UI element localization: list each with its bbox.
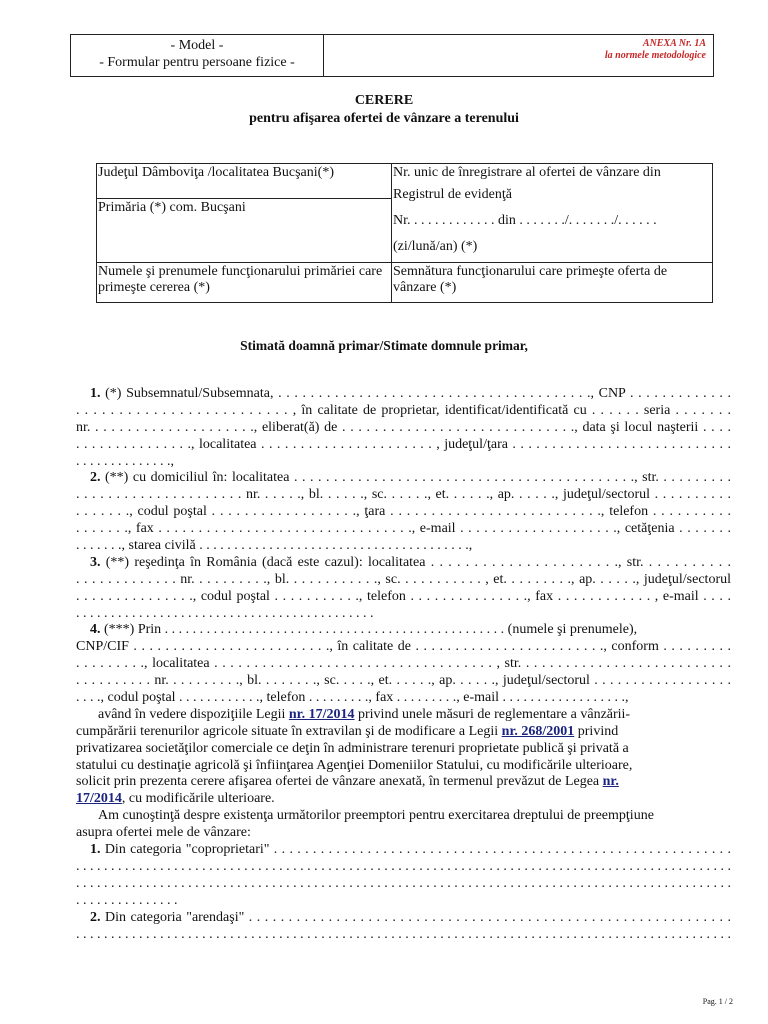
line-text: (***) Prin . . . . . . . . . . . . . . . . . . . . . . . . . . . . . . . . . . . . . . . . . . . . . . . . . (numele şi prenumele), bbox=[100, 622, 638, 638]
form-line[interactable] bbox=[76, 420, 731, 437]
line-text: asupra ofertei mele de vânzare: bbox=[76, 825, 251, 841]
item-number: 2. bbox=[90, 909, 101, 925]
form-line[interactable] bbox=[76, 606, 731, 623]
form-line bbox=[76, 758, 731, 775]
townhall-cell: Primăria (*) com. Bucşani bbox=[97, 199, 392, 263]
document-title: CERERE bbox=[354, 93, 414, 108]
item-number: 3. bbox=[90, 554, 101, 570]
form-line[interactable] bbox=[76, 572, 731, 589]
line-text: . . . . . . ., fax . . . . . . . . . . . . . . . . . . . . . . . . . . . . . . . ., e-mail . . . . . . . . . . . . . . . . . . . ., cetăţenia . . . . . . . bbox=[76, 521, 731, 537]
law-link[interactable]: nr. 17/2014 bbox=[288, 706, 355, 722]
official-signature-cell[interactable]: Semnătura funcţionarului care primeşte oferta de vânzare (*) bbox=[392, 263, 713, 303]
registry-number-cell bbox=[392, 164, 713, 263]
form-line bbox=[76, 808, 731, 825]
form-line[interactable] bbox=[76, 437, 731, 454]
header-box bbox=[70, 34, 714, 77]
item-number: 1. bbox=[90, 386, 101, 401]
form-line bbox=[76, 724, 731, 741]
form-line[interactable] bbox=[76, 622, 731, 639]
line-text: . . . . . . . . . . . . . . ., localitatea . . . . . . . . . . . . . . . . . . . . . . , judeţul/ţara . . . . . . . . . . . . . . . . . . . . . . . . . . . . bbox=[76, 436, 731, 452]
form-line[interactable] bbox=[76, 538, 731, 555]
registry-table bbox=[96, 163, 713, 303]
line-text: privind unele măsuri de reglementare a vânzării- bbox=[354, 706, 631, 722]
form-line[interactable] bbox=[76, 842, 731, 859]
registry-number-field[interactable]: Nr. . . . . . . . . . . . . din . . . . . . ./. . . . . . ./. . . . . . bbox=[393, 213, 657, 228]
line-text: . . . . . . . . . . . . . . . . . . . . . . . . . . . . . . . . . . . . . . . . . . . . . . . . . . . . . . . . . . . . . . . . . . . . . . . . . . . . . . . . . . . . . . . . . . . . . . bbox=[76, 858, 731, 874]
line-text: . . . . . . ., codul poştal . . . . . . . . . . . . . . . . . ., ţara . . . . . . . . . . . . . . . . . . . . . . . . . ., telefon . . . . . . . . . . bbox=[76, 504, 731, 520]
header-model-cell bbox=[71, 35, 324, 76]
form-line[interactable] bbox=[76, 690, 731, 707]
form-line[interactable] bbox=[76, 555, 731, 572]
line-text: . . . . . . . . . . . . . . . bbox=[76, 892, 178, 908]
registry-line-1: Nr. unic de înregistrare al ofertei de vânzare din bbox=[393, 165, 661, 180]
line-text: cumpărării terenurilor agricole situate în extravilan şi de modificare a Legii bbox=[76, 723, 502, 739]
line-text: solicit prin prezenta cerere afişarea ofertei de vânzare anexată, în termenul prevăzut de Legea bbox=[76, 774, 603, 790]
form-line[interactable] bbox=[76, 639, 731, 656]
form-line[interactable] bbox=[76, 656, 731, 673]
form-line bbox=[76, 774, 731, 791]
line-text: . . . . . . . . . . . . . . . . . . . . . nr. . . . . ., bl. . . . . ., sc. . . . . ., et. . . . . ., ap. . . . . ., judeţul/sectorul . . . . . . . . . . bbox=[76, 487, 731, 503]
law-link[interactable]: nr. bbox=[602, 774, 619, 790]
line-text: . . . . . . . . . . nr. . . . . . . . . ., bl. . . . . . . ., sc. . . . ., et. . . . . ., ap. . . . . ., judeţul/sectorul . . . . . . . . . . . . . . . . . . bbox=[76, 673, 731, 689]
form-line[interactable] bbox=[76, 673, 731, 690]
form-line[interactable] bbox=[76, 386, 731, 403]
line-text: statului cu destinaţie agricolă şi înfiinţarea Agenţiei Domeniilor Statului, cu modificările ulterioare, bbox=[76, 757, 633, 773]
form-line[interactable] bbox=[76, 487, 731, 504]
form-line[interactable] bbox=[76, 504, 731, 521]
law-link[interactable]: 17/2014 bbox=[76, 791, 122, 807]
form-line[interactable] bbox=[76, 876, 731, 893]
form-line[interactable] bbox=[76, 893, 731, 910]
line-text: Din categoria "coproprietari" . . . . . . . . . . . . . . . . . . . . . . . . . . . . . . . . . . . . . . . . . . . . . . . . . . . . . . . . . . . bbox=[100, 842, 731, 858]
form-line bbox=[76, 825, 731, 842]
line-text: . . . . . . . . . . . . . ., bbox=[76, 453, 174, 469]
item-number: 2. bbox=[90, 470, 101, 486]
form-line[interactable] bbox=[76, 927, 731, 944]
item-number: 1. bbox=[90, 842, 101, 858]
line-text: (**) reşedinţa în România (dacă este cazul): localitatea . . . . . . . . . . . . . . . . . . . . . ., str. . . . . . . . . . . bbox=[100, 554, 731, 570]
line-text: . . . . . . . . ., localitatea . . . . . . . . . . . . . . . . . . . . . . . . . . . . . . . . . . . , str. . . . . . . . . . . . . . . . . . . . . . . . . . . bbox=[76, 656, 731, 672]
line-text: privatizarea societăţilor comerciale ce deţin în administrare terenuri proprietate publică şi privată a bbox=[76, 740, 629, 756]
page-number: Pag. 1 / 2 bbox=[702, 997, 733, 1006]
line-text: (*) Subsemnatul/Subsemnata, . . . . . . . . . . . . . . . . . . . . . . . . . . . . . . . . . . . . . . ., CNP . . . . . . . . . . . . . bbox=[100, 386, 731, 401]
law-link[interactable]: nr. 268/2001 bbox=[501, 723, 575, 739]
form-line[interactable] bbox=[76, 521, 731, 538]
line-text: privind bbox=[574, 723, 619, 739]
model-label: - Model - bbox=[170, 38, 224, 53]
official-name-cell[interactable]: Numele şi prenumele funcţionarului primăriei care primeşte cererea (*) bbox=[97, 263, 392, 303]
line-text: . . . . . . ., starea civilă . . . . . . . . . . . . . . . . . . . . . . . . . . . . . . . . . . . . . . ., bbox=[76, 538, 473, 554]
line-text: Am cunoştinţă despre existenţa următorilor preemptori pentru exercitarea dreptului de preempţiune bbox=[98, 808, 654, 824]
form-line bbox=[76, 791, 731, 808]
line-text: . . . ., codul poştal . . . . . . . . . . . ., telefon . . . . . . . . ., fax . . . . . . . . ., e-mail . . . . . . . . . . . . . . . . . ., bbox=[76, 690, 629, 706]
annex-label: ANEXA Nr. 1A bbox=[642, 38, 706, 49]
registry-date-label: (zi/lună/an) (*) bbox=[393, 239, 478, 254]
form-line bbox=[76, 707, 731, 724]
form-line[interactable] bbox=[76, 403, 731, 420]
document-subtitle: pentru afişarea ofertei de vânzare a terenului bbox=[249, 111, 519, 126]
line-text: . . . . . . . . . . . . . . . . . . . . . . . . . . . . . . . . . . . . . . . . . . . . . . . . . . . . . . . . . . . . . . . . . . . . . . . . . . . . . . . . . . . . . . . . . . . . . . bbox=[76, 875, 731, 891]
form-line[interactable] bbox=[76, 859, 731, 876]
line-text: . . . . . . . . . . . . . . ., codul poştal . . . . . . . . . . ., telefon . . . . . . . . . . . . . . ., fax . . . . . . . . . . . . , e-mail . . . . bbox=[76, 588, 731, 604]
form-line[interactable] bbox=[76, 454, 731, 471]
line-text: . . . . . . . . . . . . . nr. . . . . . . . . ., bl. . . . . . . . . . . ., sc. . . . . . . . . . . , et. . . . . . . . ., ap. . . . . ., judeţul/sectorul bbox=[76, 571, 731, 587]
line-text: având în vedere dispoziţiile Legii bbox=[98, 706, 289, 722]
line-text: CNP/CIF . . . . . . . . . . . . . . . . . . . . . . . . ., în calitate de . . . . . . . . . . . . . . . . . . . . . . . ., conform . . . . . . . . . bbox=[76, 639, 731, 655]
form-body bbox=[76, 386, 731, 943]
registry-line-2: Registrul de evidenţă bbox=[393, 187, 512, 202]
annex-cell bbox=[324, 35, 713, 76]
form-line[interactable] bbox=[76, 910, 731, 927]
form-line[interactable] bbox=[76, 470, 731, 487]
line-text: . . . . . . . . . . . . . . . . . . . . . . . . . , în calitate de proprietar, identificat/identificată cu . . . . . . seria . . . . . . . bbox=[76, 402, 731, 418]
line-text: . . . . . . . . . . . . . . . . . . . . . . . . . . . . . . . . . . . . . . . . . . . . . . . . . . . . . . . . . . . . . . . . . . . . . . . . . . . . . . . . . . . . . . . . . . . . . . bbox=[76, 926, 731, 942]
line-text: . . . . . . . . . . . . . . . . . . . . . . . . . . . . . . . . . . . . . . . . . . . bbox=[76, 605, 374, 621]
line-text: Din categoria "arendaşi" . . . . . . . . . . . . . . . . . . . . . . . . . . . . . . . . . . . . . . . . . . . . . . . . . . . . . . . . . . . . . bbox=[100, 909, 731, 925]
form-type-label: - Formular pentru persoane fizice - bbox=[99, 55, 295, 70]
item-number: 4. bbox=[90, 622, 101, 638]
annex-sub-label: la normele metodologice bbox=[604, 50, 706, 61]
form-line[interactable] bbox=[76, 589, 731, 606]
salutation: Stimată doamnă primar/Stimate domnule primar, bbox=[240, 338, 528, 353]
line-text: (**) cu domiciliul în: localitatea . . . . . . . . . . . . . . . . . . . . . . . . . . . . . . . . . . . . . . . . . . ., str. . . . . . . . . . bbox=[100, 470, 731, 486]
line-text: nr. . . . . . . . . . . . . . . . . . . . ., eliberat(ă) de . . . . . . . . . . . . . . . . . . . . . . . . . . . . ., data şi locul naşterii . . . . bbox=[76, 419, 731, 435]
form-line bbox=[76, 741, 731, 758]
county-cell: Judeţul Dâmboviţa /localitatea Bucşani(*) bbox=[97, 164, 392, 199]
line-text: , cu modificările ulterioare. bbox=[121, 791, 275, 807]
